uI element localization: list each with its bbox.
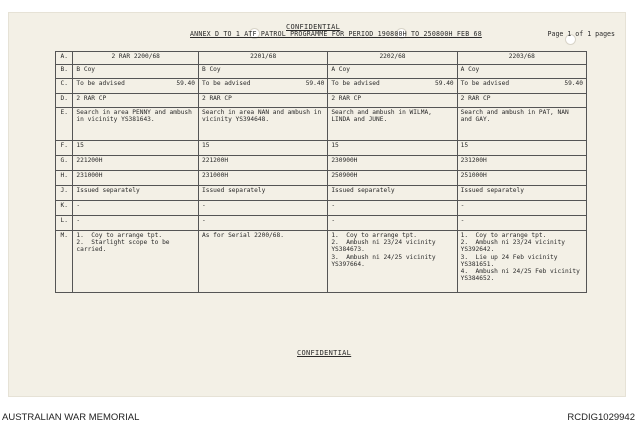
row-label: G. (56, 156, 73, 171)
table-cell (73, 79, 199, 94)
table-cell: A Coy (328, 65, 457, 79)
table-cell: 2 RAR CP (457, 94, 586, 108)
table-cell: 15 (199, 141, 328, 156)
row-label: A. (56, 52, 73, 65)
table-cell: B Coy (73, 65, 199, 79)
row-label: M. (56, 231, 73, 293)
table-cell (199, 79, 328, 94)
table-cell: 221200H (199, 156, 328, 171)
table-cell: 15 (73, 141, 199, 156)
advised-text: To be advised (460, 80, 510, 87)
table-cell: 250900H (328, 171, 457, 186)
row-label: D. (56, 94, 73, 108)
table-cell: 2 RAR 2200/68 (73, 52, 199, 65)
table-cell: - (328, 201, 457, 216)
table-row (56, 52, 587, 65)
patrol-programme-table (55, 51, 587, 293)
table-cell: - (457, 201, 586, 216)
table-row (56, 201, 587, 216)
table-cell: Search and ambush in PAT, NAN and GAY. (457, 108, 586, 141)
annex-title: ANNEX D TO 1 ATF PATROL PROGRAMME FOR PERIOD 190800H TO 250800H FEB 68 (190, 30, 482, 38)
table-cell: Search in area NAN and ambush in vicinity YS394648. (199, 108, 328, 141)
advised-text: To be advised (76, 80, 125, 87)
table-cell: 2 RAR CP (328, 94, 457, 108)
grid-value: 59.40 (176, 80, 195, 87)
table-cell: - (199, 201, 328, 216)
table-cell: Issued separately (328, 186, 457, 201)
table-row (56, 108, 587, 141)
table-cell: A Coy (457, 65, 586, 79)
table-cell: Search and ambush in WILMA, LINDA and JUNE. (328, 108, 457, 141)
row-label: E. (56, 108, 73, 141)
grid-value: 59.40 (305, 80, 325, 87)
table-cell: 230900H (328, 156, 457, 171)
table-cell: 251000H (457, 171, 586, 186)
table-cell (457, 79, 586, 94)
grid-value: 59.40 (435, 80, 454, 87)
advised-text: To be advised (331, 80, 380, 87)
table-cell: 2 RAR CP (73, 94, 199, 108)
table-cell: 231000H (199, 171, 328, 186)
table-row (56, 186, 587, 201)
row-label: J. (56, 186, 73, 201)
table-cell: B Coy (199, 65, 328, 79)
table-row (56, 216, 587, 231)
advised-cell-content (76, 80, 195, 87)
row-label: C. (56, 79, 73, 94)
table-row (56, 65, 587, 79)
table-cell: 2201/68 (199, 52, 328, 65)
archive-id: RCDIG1029942 (567, 412, 635, 423)
table-cell: - (73, 216, 199, 231)
table-cell: - (73, 201, 199, 216)
table-cell: Search in area PENNY and ambush in vicinity YS381643. (73, 108, 199, 141)
table-cell: 221200H (73, 156, 199, 171)
table-cell: 231200H (457, 156, 586, 171)
table-cell: Issued separately (199, 186, 328, 201)
bottom-confidential-marking: CONFIDENTIAL (297, 349, 352, 357)
table-cell: 15 (457, 141, 586, 156)
table-cell: 15 (328, 141, 457, 156)
table-row (56, 79, 587, 94)
table-cell: 2203/68 (457, 52, 586, 65)
table-cell: 1. Coy to arrange tpt. 2. Ambush ni 23/24 vicinity YS392642. 3. Lie up 24 Feb vicinity YS381651. 4. Ambush ni 24/25 Feb vicinity YS384652. (457, 231, 586, 293)
row-label: B. (56, 65, 73, 79)
table-cell: Issued separately (457, 186, 586, 201)
table-cell: Issued separately (73, 186, 199, 201)
table-cell: 231000H (73, 171, 199, 186)
row-label: F. (56, 141, 73, 156)
table-cell: 2 RAR CP (199, 94, 328, 108)
table-cell: - (199, 216, 328, 231)
table-row (56, 94, 587, 108)
table-cell (328, 79, 457, 94)
top-confidential-marking: CONFIDENTIAL (286, 23, 341, 31)
table-row (56, 231, 587, 293)
table-row (56, 141, 587, 156)
advised-cell-content (461, 80, 583, 87)
advised-text: To be advised (202, 80, 251, 87)
grid-value: 59.40 (564, 80, 583, 87)
row-label: H. (56, 171, 73, 186)
table-cell: As for Serial 2200/68. (199, 231, 328, 293)
archive-credit: AUSTRALIAN WAR MEMORIAL (2, 412, 140, 423)
table-cell: - (328, 216, 457, 231)
page-info: Page 1 of 1 pages (547, 30, 615, 38)
table-row (56, 156, 587, 171)
table-cell: 1. Coy to arrange tpt. 2. Starlight scope to be carried. (73, 231, 199, 293)
advised-cell-content (331, 80, 453, 87)
advised-cell-content (202, 80, 324, 87)
row-label: L. (56, 216, 73, 231)
table-cell: - (457, 216, 586, 231)
table-cell: 1. Coy to arrange tpt. 2. Ambush ni 23/24 vicinity YS384673. 3. Ambush ni 24/25 vicinity YS397664. (328, 231, 457, 293)
table-row (56, 171, 587, 186)
row-label: K. (56, 201, 73, 216)
table-cell: 2202/68 (328, 52, 457, 65)
